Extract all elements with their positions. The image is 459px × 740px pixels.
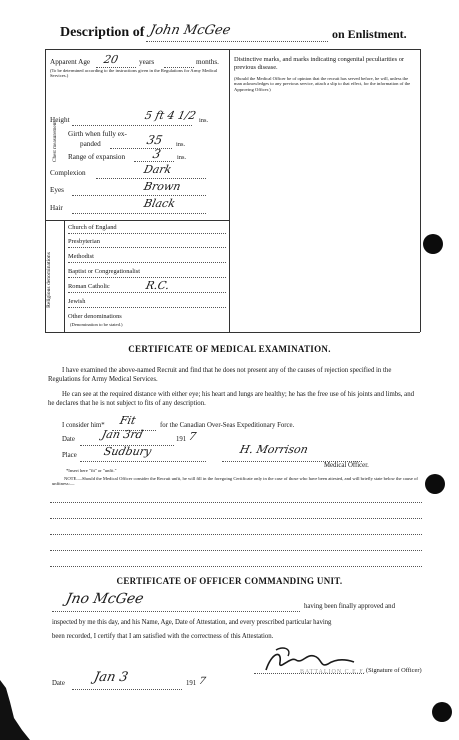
frame-right: [420, 49, 421, 332]
months-label: months.: [196, 58, 219, 66]
girth-unit: ins.: [176, 141, 186, 148]
religion-divider: [64, 220, 65, 332]
recruit-signature: Jno McGee: [64, 591, 146, 607]
medical-officer-label: Medical Officer.: [324, 462, 369, 469]
religion-side-label: Religious denominations: [46, 252, 52, 308]
expansion-value: 3: [151, 147, 163, 161]
medical-place-value: Sudbury: [102, 445, 153, 458]
height-unit: ins.: [199, 117, 209, 124]
eyes-value: Brown: [142, 180, 182, 193]
religion-line-2: [68, 247, 226, 248]
hair-value: Black: [142, 197, 177, 210]
unfit-line-4: [50, 550, 422, 551]
title-left: Description of: [60, 25, 145, 40]
officer-date-value: Jan 3: [92, 670, 130, 685]
religion-line-3: [68, 262, 226, 263]
title-right: on Enlistment.: [332, 27, 407, 41]
girth-line: [110, 148, 172, 149]
complexion-label: Complexion: [50, 169, 86, 177]
expansion-label: Range of expansion: [68, 153, 126, 161]
eyes-label: Eyes: [50, 186, 64, 194]
religion-roman-catholic: Roman Catholic: [68, 283, 110, 290]
religion-line-6: [68, 307, 226, 308]
medical-certificate-title: CERTIFICATE OF MEDICAL EXAMINATION.: [128, 344, 331, 354]
punch-hole-1: [423, 234, 443, 254]
height-label: Height: [50, 116, 70, 124]
name-line: [146, 41, 328, 42]
religion-line-4: [68, 277, 226, 278]
fitness-value-written: Fit: [118, 414, 137, 427]
complexion-value: Dark: [142, 163, 173, 176]
officer-year-label: 191: [186, 680, 197, 687]
officer-date-label: Date: [52, 680, 65, 687]
officer-date-line: [72, 689, 182, 690]
religion-presbyterian: Presbyterian: [68, 238, 100, 245]
officer-signature-label: (Signature of Officer): [366, 667, 422, 674]
religion-line-5: [68, 292, 226, 293]
religion-other: Other denominations: [68, 313, 122, 320]
complexion-line: [96, 178, 206, 179]
girth-label-1: Girth when fully ex-: [68, 130, 127, 138]
religion-jewish: Jewish: [68, 298, 86, 305]
medical-officer-signature: H. Morrison: [238, 443, 310, 456]
religion-other-note: (Denomination to be stated.): [70, 322, 123, 327]
medical-year-label: 191: [176, 436, 187, 443]
unfit-line-5: [50, 566, 422, 567]
years-label: years: [139, 58, 155, 66]
torn-corner: [0, 680, 30, 740]
canadian-force-text: for the Canadian Over-Seas Expeditionary Force.: [160, 422, 295, 429]
officer-year-value: 7: [197, 676, 207, 687]
officer-certificate-title: CERTIFICATE OF OFFICER COMMANDING UNIT.: [116, 576, 343, 586]
apparent-age-label: Apparent Age: [50, 58, 91, 66]
height-line: [72, 125, 192, 126]
religion-top: [45, 220, 229, 221]
religion-methodist: Methodist: [68, 253, 94, 260]
medical-date-label: Date: [62, 436, 75, 443]
age-note: (To be determined according to the instructions given in the Regulations for Army Medical Services.): [50, 68, 218, 79]
religion-church-of-england: Church of England: [68, 224, 117, 231]
girth-label-2: panded: [80, 140, 101, 148]
officer-line-3: been recorded, I certify that I am satisfied with the correctness of this Attestation.: [52, 633, 274, 640]
expansion-unit: ins.: [177, 154, 187, 161]
fit-footnote: *Insert here "fit" or "unfit.": [66, 468, 117, 473]
unfit-line-1: [50, 502, 422, 503]
officer-line-2: inspected by me this day, and his Name, Age, Date of Attestation, and every prescribed particular having: [52, 619, 332, 626]
frame-bottom: [45, 332, 420, 333]
religion-baptist: Baptist or Congregationalist: [68, 268, 141, 275]
unfit-note: NOTE.—Should the Medical Officer consider the Recruit unfit, he will fill in the foregoing Certificate only in the case of those who have been attested, and will briefly state below the cause of unfitness:—: [52, 476, 418, 487]
medical-paragraph-1: I have examined the above-named Recruit and find that he does not present any of the causes of rejection specified in the Regulations for Army Medical Services.: [48, 367, 392, 383]
expansion-line: [134, 161, 174, 162]
hair-label: Hair: [50, 204, 63, 212]
chest-measurement-label: Chest measurement: [52, 121, 58, 162]
medical-paragraph-2: He can see at the required distance with either eye; his heart and lungs are healthy; he has the free use of his joints and limbs, and he declares that he is not subject to fits of any description.: [48, 391, 414, 407]
medical-place-label: Place: [62, 452, 77, 459]
girth-value: 35: [145, 133, 164, 147]
eyes-line: [72, 195, 206, 196]
officer-line-1-tail: having been finally approved and: [304, 603, 395, 610]
unfit-line-3: [50, 534, 422, 535]
frame-mid: [229, 49, 230, 332]
height-value: 5 ft 4 1/2: [143, 109, 198, 122]
age-years-value: 20: [102, 53, 120, 66]
religion-line-1: [68, 233, 226, 234]
medical-year-value: 7: [187, 430, 198, 443]
consider-label: I consider him*: [62, 422, 105, 429]
punch-hole-2: [425, 474, 445, 494]
medical-date-value: Jan 3rd: [100, 428, 145, 441]
medical-place-line: [80, 461, 206, 462]
officer-signature-scrawl: [262, 646, 362, 676]
punch-hole-3: [432, 702, 452, 722]
battalion-stamp: BATTALION C.E.F.: [300, 669, 366, 675]
recruit-signature-line: [52, 611, 300, 612]
religion-rc-value: R.C.: [144, 279, 171, 292]
marks-note: (Should the Medical Officer be of opinion that the recruit has served before, he will, unless the man acknowledges to any previous service, attach a slip to that effect, for the information of the Approving Officer.): [234, 76, 411, 92]
unfit-line-2: [50, 518, 422, 519]
frame-top: [45, 49, 420, 50]
marks-heading: Distinctive marks, and marks indicating congenital peculiarities or previous disease.: [234, 56, 405, 71]
hair-line: [72, 213, 206, 214]
recruit-name: John McGee: [148, 23, 232, 38]
